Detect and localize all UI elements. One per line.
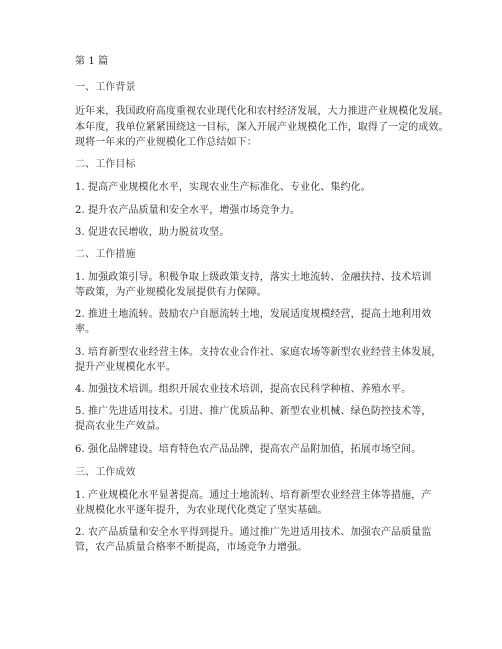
list-item: 3. 促进农民增收，助力脱贫攻坚。 <box>75 227 230 238</box>
list-item: 5. 推广先进适用技术。引进、推广优质品种、新型农业机械、绿色防控技术等， <box>75 406 432 417</box>
paragraph-line: 近年来，我国政府高度重视农业现代化和农村经济发展，大力推进产业规模化发展。 <box>75 106 449 117</box>
list-item: 3. 培育新型农业经营主体。支持农业合作社、家庭农场等新型农业经营主体发展， <box>75 347 442 358</box>
list-item-continuation: 提高农业生产效益。 <box>75 421 166 432</box>
section-heading-measures: 二、工作措施 <box>75 249 136 260</box>
list-item-continuation: 业规模化水平逐年提升，为农业现代化奠定了坚实基础。 <box>75 505 328 516</box>
list-item: 6. 强化品牌建设。培育特色农产品品牌，提高农产品附加值，拓展市场空间。 <box>75 444 422 455</box>
list-item: 1. 加强政策引导。积极争取上级政策支持，落实土地流转、金融扶持、技术培训 <box>75 272 432 283</box>
list-item-continuation: 管，农产品质量合格率不断提高，市场竞争力增强。 <box>75 542 308 553</box>
list-item: 2. 农产品质量和安全水平得到提升。通过推广先进适用技术、加强农产品质量监 <box>75 527 432 538</box>
list-item: 2. 提升农产品质量和安全水平，增强市场竞争力。 <box>75 205 301 216</box>
list-item-continuation: 率。 <box>75 324 96 335</box>
list-item-continuation: 提升产业规模化水平。 <box>75 362 176 373</box>
section-heading-background: 一、工作背景 <box>75 82 136 93</box>
list-item: 2. 推进土地流转。鼓励农户自愿流转土地，发展适度规模经营，提高土地利用效 <box>75 309 432 320</box>
section-heading-results: 三、工作成效 <box>75 467 136 478</box>
list-item-continuation: 等政策，为产业规模化发展提供有力保障。 <box>75 287 267 298</box>
list-item: 4. 加强技术培训。组织开展农业技术培训，提高农民科学种植、养殖水平。 <box>75 384 412 395</box>
paragraph-line: 本年度，我单位紧紧围绕这一目标，深入开展产业规模化工作，取得了一定的成效。 <box>75 122 449 133</box>
list-item: 1. 产业规模化水平显著提高。通过土地流转、培育新型农业经营主体等措施，产 <box>75 490 432 501</box>
section-heading-goals: 二、工作目标 <box>75 159 136 170</box>
part-label: 第 1 篇 <box>75 56 109 67</box>
paragraph-line: 现将一年来的产业规模化工作总结如下： <box>75 137 257 148</box>
list-item: 1. 提高产业规模化水平，实现农业生产标准化、专业化、集约化。 <box>75 182 371 193</box>
